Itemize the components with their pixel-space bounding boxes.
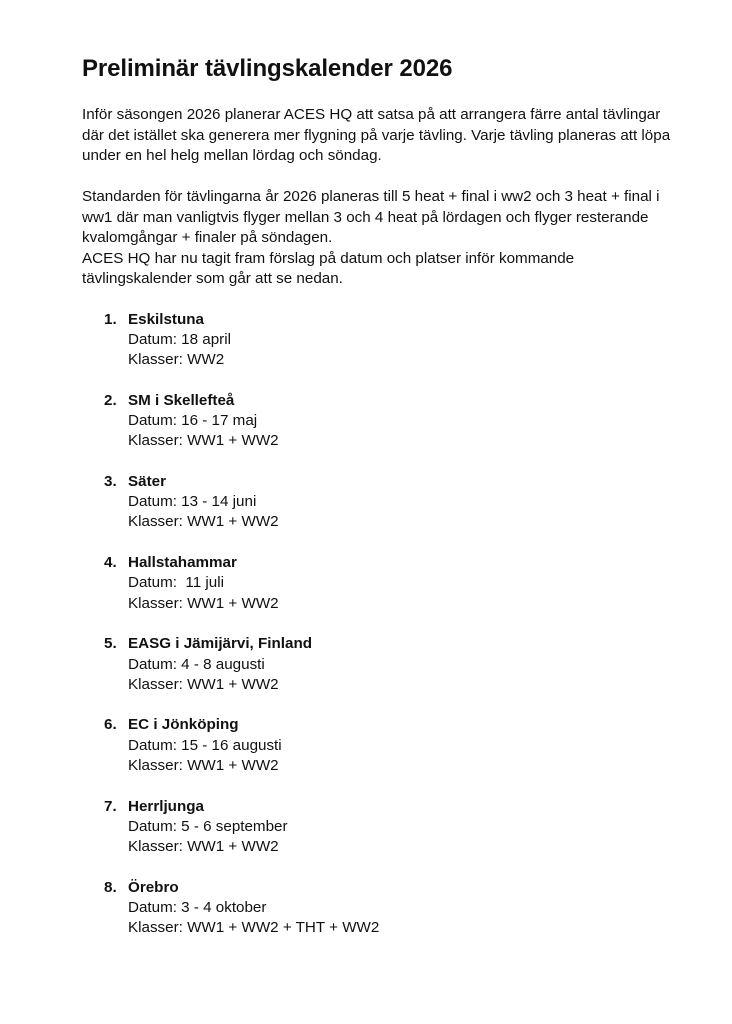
list-item [82,553,682,614]
event-number: 5. [104,635,117,653]
event-list [82,310,682,939]
intro-paragraph-1: Inför säsongen 2026 planerar ACES HQ att satsa på att arrangera färre antal tävlingar där det istället ska generera mer flygning på varje tävling. Varje tävling planeras att löpa under en hel helg mellan lördag och söndag. [82,106,671,164]
event-classes: Klasser: WW1 + WW2 [128,432,279,450]
intro-paragraph-3: ACES HQ har nu tagit fram förslag på datum och platser inför kommande tävlingskalender som går att se nedan. [82,249,575,287]
list-item [82,715,682,776]
list-item [82,310,682,371]
event-number: 7. [104,797,117,815]
event-date: Datum: 13 - 14 juni [128,493,257,511]
event-classes: Klasser: WW1 + WW2 [128,513,279,531]
event-name: Eskilstuna [128,310,204,328]
event-date: Datum: 4 - 8 augusti [128,655,265,673]
event-date: Datum: 15 - 16 augusti [128,736,282,754]
document-page [82,52,682,959]
list-item [82,391,682,452]
intro-paragraph-2: Standarden för tävlingarna år 2026 planeras till 5 heat + final i ww2 och 3 heat + final i ww1 där man vanligtvis flyger mellan 3 och 4 heat på lördagen och flyger resterande kvalomgångar + finaler på söndagen. [82,188,660,246]
event-name: Örebro [128,878,179,896]
event-classes: Klasser: WW2 [128,351,225,369]
list-item [82,878,682,939]
event-classes: Klasser: WW1 + WW2 [128,594,279,612]
event-number: 8. [104,878,117,896]
event-name: Herrljunga [128,797,204,815]
event-classes: Klasser: WW1 + WW2 + THT + WW2 [128,919,380,937]
event-number: 2. [104,391,117,409]
event-date: Datum: 3 - 4 oktober [128,899,267,917]
event-name: Hallstahammar [128,554,237,572]
list-item [82,634,682,695]
event-name: SM i Skellefteå [128,391,235,409]
list-item [82,797,682,858]
event-name: EASG i Jämijärvi, Finland [128,635,312,653]
event-date: Datum: 11 juli [128,574,224,592]
list-item [82,472,682,533]
event-number: 4. [104,554,117,572]
event-date: Datum: 18 april [128,330,231,348]
event-name: EC i Jönköping [128,716,239,734]
event-classes: Klasser: WW1 + WW2 [128,757,279,775]
event-classes: Klasser: WW1 + WW2 [128,838,279,856]
event-date: Datum: 16 - 17 maj [128,411,258,429]
document-title: Preliminär tävlingskalender 2026 [82,55,453,82]
event-classes: Klasser: WW1 + WW2 [128,675,279,693]
event-name: Säter [128,472,166,490]
event-number: 6. [104,716,117,734]
event-number: 3. [104,472,117,490]
event-date: Datum: 5 - 6 september [128,817,288,835]
event-number: 1. [104,310,117,328]
